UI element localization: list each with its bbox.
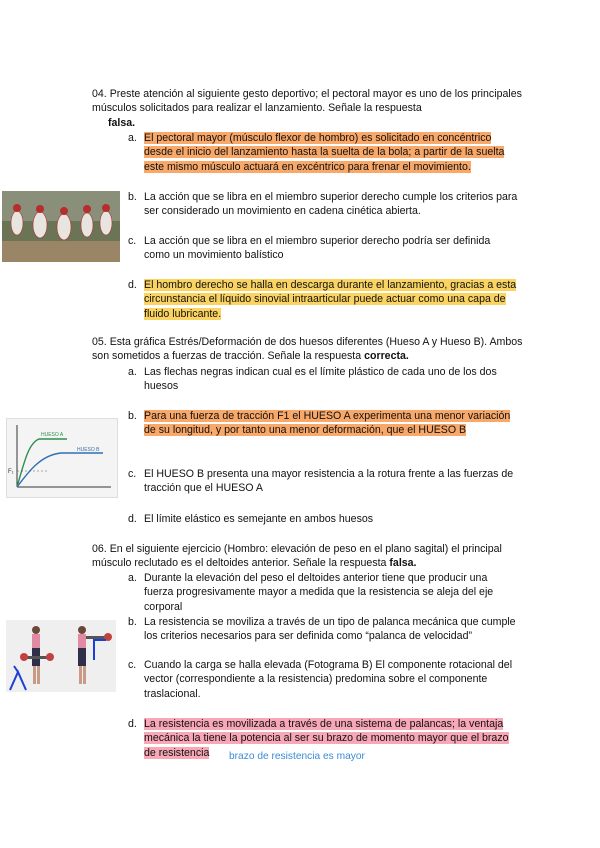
option-letter: b. [128,410,137,422]
q04-option-c[interactable] [128,234,518,263]
handwritten-note: brazo de resistencia es mayor [229,751,365,762]
option-text: El límite elástico es semejante en ambos huesos [144,513,374,525]
question-04-stem [92,87,532,130]
option-text: La resistencia es movilizada a través de una sistema de palancas; la ventaja mecánica la tiene la potencia al ser su brazo de momento mayor que el brazo de resistencia [144,718,509,759]
question-emphasis: falsa. [108,116,136,129]
shoulder-raise-photo [6,620,116,692]
q06-option-a[interactable] [128,571,518,614]
question-text: En el siguiente ejercicio (Hombro: elevación de peso en el plano sagital) el principal músculo reclutado es el deltoides anterior. Señale la respuesta [92,543,502,570]
question-number: 05. [92,336,107,348]
option-text: Cuando la carga se halla elevada (Fotograma B) El componente rotacional del vector (correspondiente a la resistencia) predomina sobre el componente traslacional. [144,659,513,700]
baseball-pitch-photo [2,191,120,262]
q05-option-d[interactable] [128,512,518,526]
question-06-stem [92,542,532,571]
hueso-a-label: HUESO A [41,432,64,438]
q06-option-c[interactable] [128,658,518,701]
q04-option-d[interactable] [128,278,518,321]
q04-option-b[interactable] [128,190,518,219]
option-letter: c. [128,235,137,247]
option-text: El hombro derecho se halla en descarga durante el lanzamiento, gracias a esta circunstancia el líquido sinovial intraarticular puede actuar como una capa de fluido lubricante. [144,279,517,320]
question-text: Preste atención al siguiente gesto deportivo; el pectoral mayor es uno de los principales músculos solicitados para realizar el lanzamiento. Señale la respuesta [92,88,522,115]
question-number: 06. [92,543,107,555]
force-label: F₁ [8,469,14,475]
option-text: La acción que se libra en el miembro superior derecho cumple los criterios para ser considerado un movimiento en cadena cinética abierta. [144,191,518,218]
option-text: Para una fuerza de tracción F1 el HUESO A experimenta una menor variación de su longitud, y por tanto una menor deformación, que el HUESO B [144,410,511,437]
stress-strain-graph [6,418,118,498]
option-letter: d. [128,513,137,525]
q04-option-a[interactable] [128,131,518,174]
q05-option-c[interactable] [128,467,518,496]
option-letter: b. [128,616,137,628]
q06-option-b[interactable] [128,615,518,644]
option-letter: a. [128,572,137,584]
option-text: La acción que se libra en el miembro superior derecho podría ser definida como un movimiento balístico [144,235,491,262]
option-letter: d. [128,718,137,730]
option-letter: d. [128,279,137,291]
q05-option-a[interactable] [128,365,518,394]
option-text: El pectoral mayor (músculo flexor de hombro) es solicitado en concéntrico desde el inicio del lanzamiento hasta la suelta de la bola; a partir de la suelta este mismo músculo actuará en excéntrico para frenar el movimiento. [144,132,505,173]
option-text: El HUESO B presenta una mayor resistencia a la rotura frente a las fuerzas de tracción que el HUESO A [144,468,514,495]
option-letter: c. [128,468,137,480]
option-text: La resistencia se moviliza a través de un tipo de palanca mecánica que cumple los criterios necesarios para ser definida como “palanca de velocidad” [144,616,516,643]
question-number: 04. [92,88,107,100]
option-letter: a. [128,132,137,144]
question-emphasis: correcta. [364,350,409,363]
option-letter: c. [128,659,137,671]
option-letter: a. [128,366,137,378]
hueso-b-label: HUESO B [77,447,100,453]
q05-option-b[interactable] [128,409,518,438]
option-letter: b. [128,191,137,203]
option-text: Durante la elevación del peso el deltoides anterior tiene que producir una fuerza progresivamente mayor a medida que la resistencia se aleja del eje corporal [144,572,494,613]
question-text: Esta gráfica Estrés/Deformación de dos huesos diferentes (Hueso A y Hueso B). Ambos son sometidos a fuerzas de tracción. Señale la respuesta [92,336,523,363]
question-05-stem [92,335,532,364]
option-text: Las flechas negras indican cual es el límite plástico de cada uno de los dos huesos [144,366,497,393]
question-emphasis: falsa. [389,557,417,570]
